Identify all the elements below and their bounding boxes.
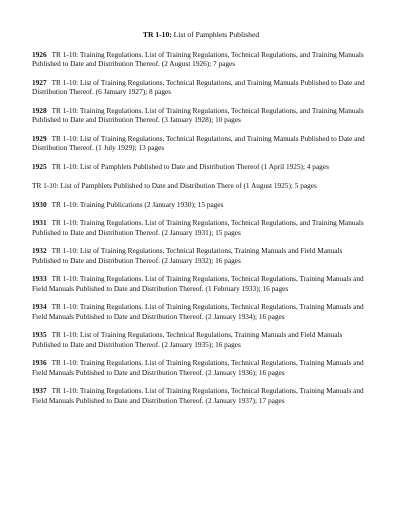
entry-text: TR 1-10: Training Regulations. List of Training Regulations, Technical Regulations, Training Manuals and Field Manuals Published to Date and Distribution Thereof. (2 January 1936); 16 pages	[32, 358, 364, 377]
list-item	[32, 330, 370, 348]
entry-text: TR 1-10: List of Training Regulations, Technical Regulations, Training Manuals and Field Manuals Published to Date and Distribution Thereof. (2 January 1932); 16 pages	[32, 246, 343, 265]
entry-text: TR 1-10: List of Pamphlets Published to Date and Distribution Thereof (1 April 1925); 4 pages	[51, 162, 329, 171]
entry-year: 1933	[32, 274, 47, 284]
entry-text: TR 1-10: Training Regulations. List of Training Regulations, Technical Regulations, Training Manuals and Field Manuals Published to Date and Distribution Thereof. (2 January 1934); 16 pages	[32, 302, 364, 321]
list-item	[32, 358, 370, 376]
entry-year: 1925	[32, 162, 47, 171]
entry-text: TR 1-10: Training Regulations. List of Training Regulations, Technical Regulations, and Training Manuals Published to Date and Distribution Thereof. (2 August 1926); 7 pages	[32, 50, 364, 69]
entry-text: TR 1-10: List of Training Regulations, Technical Regulations, Training Manuals and Field Manuals Published to Date and Distribution Thereof. (2 January 1935); 16 pages	[32, 330, 343, 349]
list-item	[32, 386, 370, 404]
list-item	[32, 181, 370, 190]
list-item	[32, 78, 370, 96]
list-item	[32, 218, 370, 236]
entry-year: 1929	[32, 134, 47, 143]
entry-year: 1936	[32, 358, 47, 368]
entry-year: 1928	[32, 106, 47, 115]
list-item	[32, 246, 370, 264]
entry-year: 1927	[32, 78, 47, 87]
list-item	[32, 274, 370, 292]
entry-text: TR 1-10: Training Regulations. List of Training Regulations, Technical Regulations, Training Manuals and Field Manuals Published to Date and Distribution Thereof. (1 February 1933); 16 pages	[32, 274, 364, 293]
title-text: List of Pamphlets Published	[171, 30, 260, 39]
list-item	[32, 106, 370, 124]
list-item	[32, 200, 370, 209]
entry-text: TR 1-10: Training Publications (2 January 1930); 15 pages	[51, 199, 224, 209]
entry-year: 1930	[32, 199, 47, 209]
entry-year: 1932	[32, 246, 47, 256]
entry-text: TR 1-10: Training Regulations. List of Training Regulations, Technical Regulations, and Training Manuals Published to Date and Distribution Thereof. (3 January 1928); 10 pages	[32, 106, 364, 125]
page-title	[32, 30, 370, 40]
entry-year: 1934	[32, 302, 47, 312]
entry-text: TR 1-10: Training Regulations. List of Training Regulations, Technical Regulations, and Training Manuals Published to Date and Distribution Thereof. (2 January 1931); 15 pages	[32, 218, 364, 237]
entry-text: TR 1-10: List of Training Regulations, Technical Regulations, and Training Manuals Published to Date and Distribution Thereof. (6 January 1927); 8 pages	[32, 78, 365, 97]
entry-text: TR 1-10: List of Training Regulations, Technical Regulations, and Training Manuals Published to Date and Distribution Thereof. (1 July 1929); 13 pages	[32, 134, 365, 153]
entry-year: 1937	[32, 386, 47, 396]
list-item	[32, 50, 370, 68]
entry-year: 1926	[32, 50, 47, 59]
list-item	[32, 302, 370, 320]
entry-year: 1931	[32, 218, 47, 228]
title-code: TR 1-10:	[142, 30, 172, 39]
list-item	[32, 162, 370, 171]
list-item	[32, 134, 370, 152]
entry-text: TR 1-10: List of Pamphlets Published to Date and Distribution There of (1 August 1925); 5 pages	[32, 180, 317, 190]
entry-year: 1935	[32, 330, 47, 340]
entry-text: TR 1-10: Training Regulations. List of Training Regulations, Technical Regulations, Training Manuals and Field Manuals Published to Date and Distribution Thereof. (2 January 1937); 17 pages	[32, 386, 364, 405]
